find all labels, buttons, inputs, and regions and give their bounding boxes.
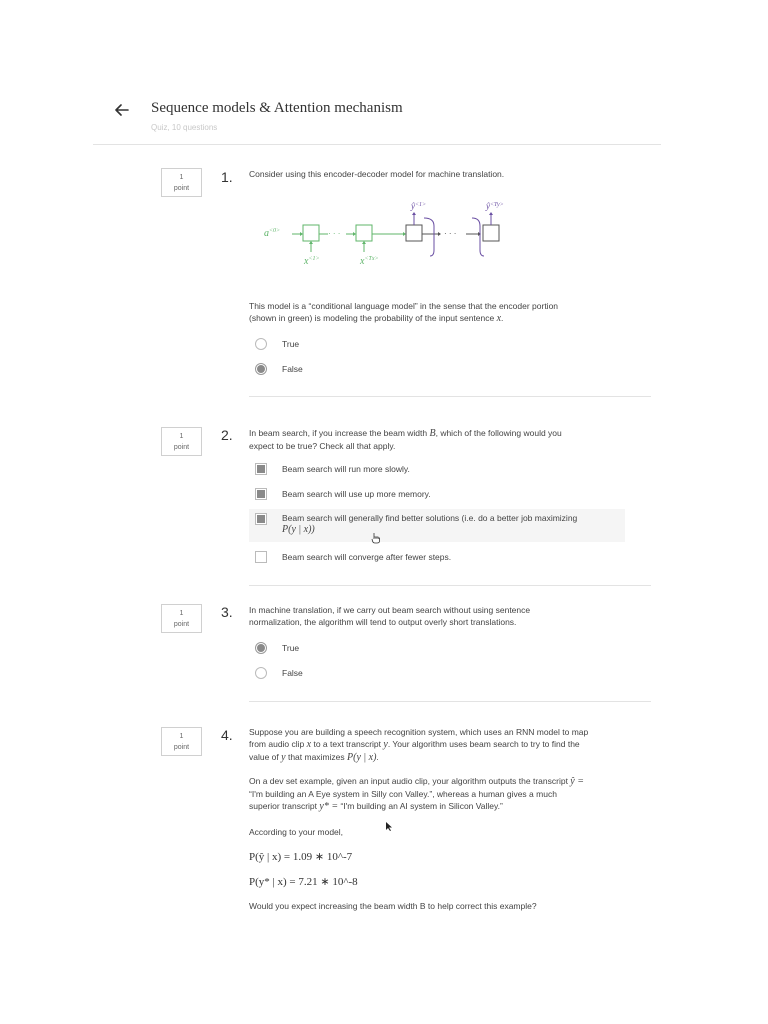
checkbox-checked[interactable]: [255, 488, 267, 500]
option-label: True: [282, 643, 300, 653]
points-label: point: [173, 744, 190, 751]
question-3-option-false[interactable]: [255, 665, 303, 681]
option-label: Beam search will converge after fewer steps.: [282, 552, 452, 562]
question-1-option-false[interactable]: [255, 361, 303, 377]
question-1-number: 1.: [221, 169, 233, 185]
question-1-prompt: Consider using this encoder-decoder model for machine translation.: [249, 169, 505, 179]
option-label: Beam search will generally find better solutions (i.e. do a better job maximizing P(y | x)): [282, 513, 578, 535]
x1-label: $x^{<1>}$: [304, 256, 320, 267]
encoder-dots: · · ·: [328, 229, 341, 238]
radio-button[interactable]: [255, 338, 267, 350]
question-2-option-2[interactable]: [255, 486, 431, 502]
formula-yhat: P(ŷ | x) = 1.09 ∗ 10^-7: [249, 851, 353, 863]
points-value: 1: [179, 433, 184, 440]
points-value: 1: [179, 733, 184, 740]
option-label: Beam search will run more slowly.: [282, 464, 410, 474]
decoder-cell-ty: [483, 225, 499, 241]
points-label: point: [173, 185, 190, 192]
question-2-option-1[interactable]: [255, 461, 410, 477]
question-2-option-3[interactable]: [255, 512, 577, 540]
checkbox-checked[interactable]: [255, 513, 267, 525]
question-1-body-line1: This model is a “conditional language model” in the sense that the encoder portion: [249, 301, 559, 311]
hand-cursor-icon: [371, 532, 381, 544]
question-1-body: [249, 300, 639, 325]
encoder-decoder-diagram: [258, 196, 528, 272]
option-label: Beam search will use up more memory.: [282, 489, 431, 499]
option-label: False: [282, 364, 303, 374]
question-divider: [249, 701, 651, 702]
question-2-points: [161, 427, 202, 456]
question-3-points: [161, 604, 202, 633]
question-2-prompt-line2: expect to be true? Check all that apply.: [249, 441, 396, 451]
question-2-prompt: [249, 427, 639, 452]
question-4-paragraph-2: On a dev set example, given an input audio clip, your algorithm outputs the transcript ŷ = “I'm building an A Eye system in Silly con Valley.”, whereas a human gives a much superior transcript y* = “I'm building an AI system in Silicon Valley.”: [249, 776, 584, 812]
points-label: point: [173, 621, 190, 628]
option-label: True: [282, 339, 300, 349]
points-label: point: [173, 444, 190, 451]
question-divider: [249, 585, 651, 586]
radio-button[interactable]: [255, 667, 267, 679]
header-divider: [93, 144, 661, 145]
formula-ystar: P(y* | x) = 7.21 ∗ 10^-8: [249, 876, 358, 888]
y1-label: $ŷ^{<1>}$: [411, 201, 427, 211]
decoder-cell-1: [406, 225, 422, 241]
question-3-prompt-line2: normalization, the algorithm will tend to output overly short translations.: [249, 617, 517, 627]
xtx-label: $x^{<Tx>}$: [360, 256, 379, 267]
question-divider: [249, 396, 651, 397]
page-title: Sequence models & Attention mechanism: [151, 100, 403, 116]
question-4-paragraph-1: Suppose you are building a speech recognition system, which uses an RNN model to map from audio clip x to a text transcript y. Your algorithm uses beam search to try to find the value of y that maximizes P(y | x).: [249, 727, 589, 763]
encoder-cell-1: [303, 225, 319, 241]
question-2-option-4[interactable]: [255, 549, 451, 565]
option-label: False: [282, 668, 303, 678]
page-subtitle: Quiz, 10 questions: [151, 123, 218, 132]
points-value: 1: [179, 174, 184, 181]
question-1-option-true[interactable]: [255, 336, 299, 352]
radio-button-selected[interactable]: [255, 642, 267, 654]
question-2-number: 2.: [221, 427, 233, 443]
encoder-cell-tx: [356, 225, 372, 241]
checkbox-unchecked[interactable]: [255, 551, 267, 563]
question-4-points: [161, 727, 202, 756]
question-3-option-true[interactable]: [255, 640, 299, 656]
question-1-body-line2: (shown in green) is modeling the probability of the input sentence x.: [249, 313, 504, 324]
decoder-dots: · · ·: [444, 229, 457, 238]
question-3-prompt: [249, 604, 639, 628]
question-3-prompt-line1: In machine translation, if we carry out beam search without using sentence: [249, 605, 531, 615]
question-4-closing: Would you expect increasing the beam width B to help correct this example?: [249, 901, 537, 911]
quiz-header: [0, 0, 768, 145]
question-3-number: 3.: [221, 604, 233, 620]
checkbox-checked[interactable]: [255, 463, 267, 475]
question-4-number: 4.: [221, 727, 233, 743]
pointer-cursor-icon: [385, 821, 393, 832]
question-1-points: [161, 168, 202, 197]
points-value: 1: [179, 610, 184, 617]
radio-button-selected[interactable]: [255, 363, 267, 375]
a0-label: $a^{<0>}$: [264, 228, 281, 239]
question-2-prompt-line1: In beam search, if you increase the beam width B, which of the following would you: [249, 428, 562, 439]
question-4-according: According to your model,: [249, 827, 344, 837]
back-arrow-icon[interactable]: [112, 100, 132, 120]
yty-label: $ŷ^{<Ty>}$: [486, 201, 504, 211]
